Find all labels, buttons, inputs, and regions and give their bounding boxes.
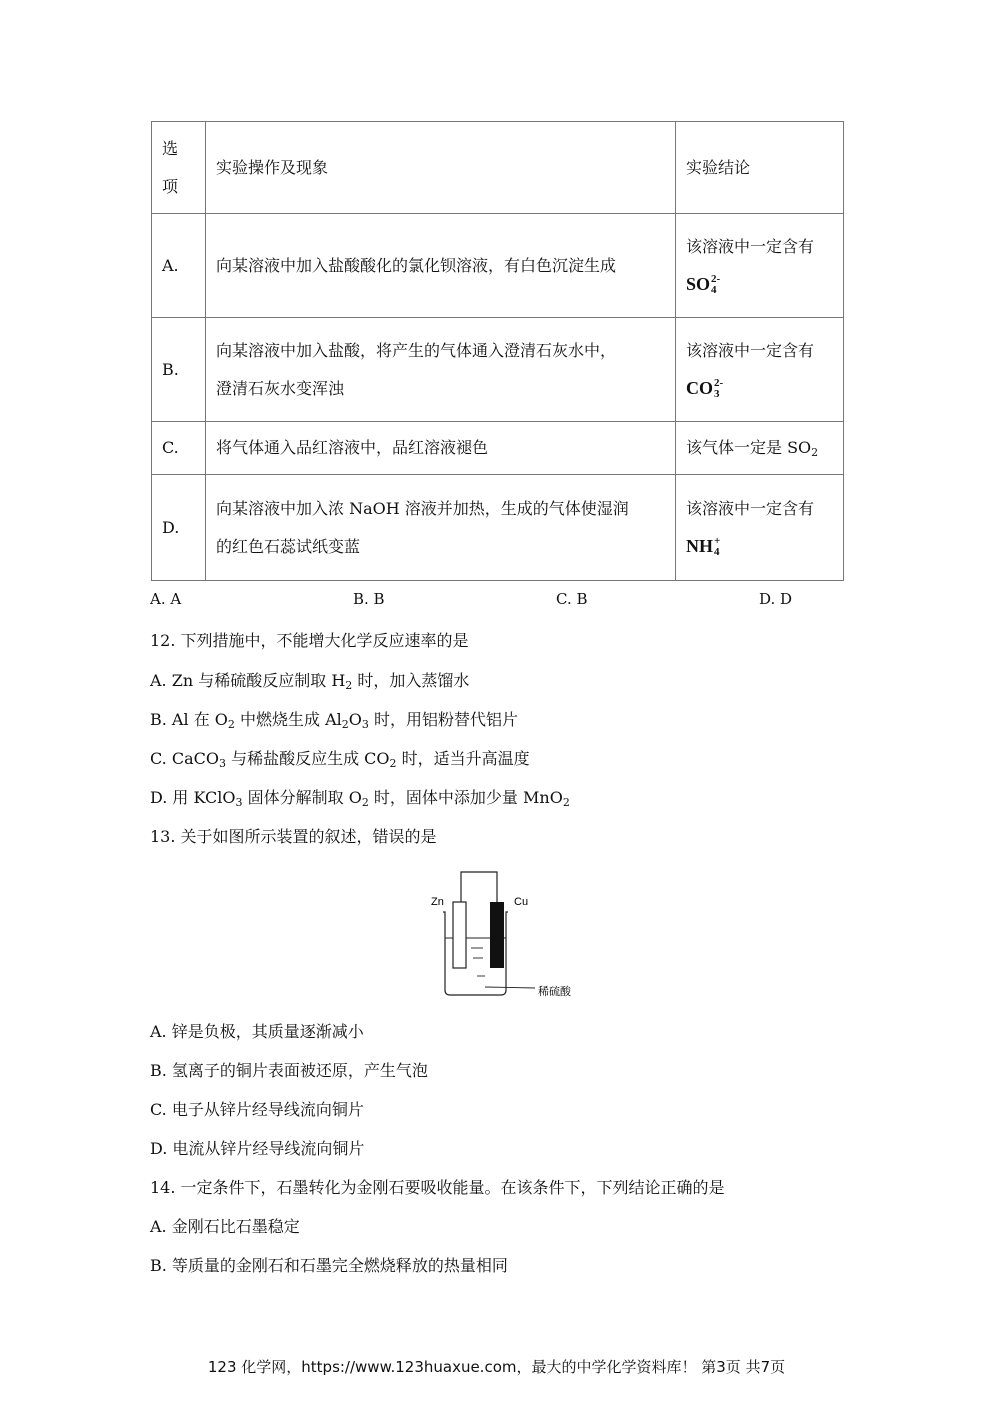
ion-charge: 2- xyxy=(711,273,721,286)
row-conclusion xyxy=(676,318,844,422)
q11-choices xyxy=(150,590,850,612)
zinc-plate-icon xyxy=(453,902,466,968)
q13-option-b: B. 氢离子的铜片表面被还原，产生气泡 xyxy=(150,1061,428,1080)
header-option-line2: 项 xyxy=(162,176,179,196)
q12-option-d: D. 用 KClO$_3$ 固体分解制取 $O_2$ 时，固体中添加少量 MnO$_2$ xyxy=(150,788,570,809)
copper-plate-icon xyxy=(490,902,504,968)
row-operation xyxy=(206,475,676,581)
table-row xyxy=(152,475,844,581)
q14-stem: 14. 一定条件下，石墨转化为金刚石要吸收能量。在该条件下，下列结论正确的是 xyxy=(150,1178,725,1197)
sulfate-ion xyxy=(686,267,720,301)
operation-line2: 澄清石灰水变浑浊 xyxy=(216,378,345,398)
table-row xyxy=(152,422,844,475)
ion-charge: + xyxy=(714,535,721,548)
row-operation: 将气体通入品红溶液中，品红溶液褪色 xyxy=(206,422,676,475)
choice-d: D. D xyxy=(759,590,793,608)
operation-line1: 向某溶液中加入浓 NaOH 溶液并加热，生成的气体使湿润 xyxy=(216,498,629,518)
operation-line1: 向某溶液中加入盐酸，将产生的气体通入澄清石灰水中， xyxy=(216,340,617,360)
q13-stem: 13. 关于如图所示装置的叙述，错误的是 xyxy=(150,827,437,846)
wire-icon xyxy=(461,872,497,904)
row-option: C. xyxy=(152,422,206,475)
q13-option-d: D. 电流从锌片经导线流向铜片 xyxy=(150,1139,365,1158)
header-option-line1: 选 xyxy=(162,138,179,158)
cu-label: Cu xyxy=(514,896,529,908)
q12-option-b: B. Al 在 $O_2$ 中燃烧生成 $Al_2O_3$ 时，用铝粉替代铝片 xyxy=(150,710,518,731)
zn-label: Zn xyxy=(431,896,444,908)
row-option: A. xyxy=(152,214,206,318)
operation-line2: 的红色石蕊试纸变蓝 xyxy=(216,536,361,556)
experiment-table xyxy=(151,121,844,581)
table-row xyxy=(152,214,844,318)
conclusion-text: 该溶液中一定含有 xyxy=(686,498,815,518)
q13-option-c: C. 电子从锌片经导线流向铜片 xyxy=(150,1100,364,1119)
q12-option-c: C. CaCO$_3$ 与稀盐酸反应生成 $CO_2$ 时，适当升高温度 xyxy=(150,749,530,770)
header-conclusion: 实验结论 xyxy=(676,122,844,214)
q14-option-b: B. 等质量的金刚石和石墨完全燃烧释放的热量相同 xyxy=(150,1256,508,1275)
ion-subscript: 4 xyxy=(714,546,720,559)
ion-base: SO xyxy=(686,273,711,294)
row-option: D. xyxy=(152,475,206,581)
table-row xyxy=(152,318,844,422)
conclusion-text: 该溶液中一定含有 xyxy=(686,236,815,256)
conclusion-text: 该溶液中一定含有 xyxy=(686,340,815,360)
ammonium-ion xyxy=(686,529,720,563)
acid-label: 稀硫酸 xyxy=(538,985,571,998)
choice-b: B. B xyxy=(353,590,385,608)
ion-subscript: 4 xyxy=(711,284,717,297)
row-operation xyxy=(206,318,676,422)
header-option xyxy=(152,122,206,214)
q13-option-a: A. 锌是负极，其质量逐渐减小 xyxy=(150,1022,364,1041)
q12-option-a: A. Zn 与稀硫酸反应制取 $H_2$ 时，加入蒸馏水 xyxy=(150,671,470,692)
galvanic-cell-diagram xyxy=(425,862,595,1007)
q14-option-a: A. 金刚石比石墨稳定 xyxy=(150,1217,300,1236)
row-conclusion xyxy=(676,422,844,475)
ion-base: CO xyxy=(686,377,713,398)
choice-c: C. B xyxy=(556,590,588,608)
row-conclusion xyxy=(676,475,844,581)
ion-charge: 2- xyxy=(714,377,724,390)
carbonate-ion xyxy=(686,371,723,405)
ion-subscript: 3 xyxy=(714,388,720,401)
conclusion-text: 该气体一定是 SO xyxy=(686,438,812,457)
header-operation: 实验操作及现象 xyxy=(206,122,676,214)
choice-a: A. A xyxy=(150,590,182,608)
conclusion-subscript: 2 xyxy=(811,446,819,459)
table-header-row xyxy=(152,122,844,214)
row-operation: 向某溶液中加入盐酸酸化的氯化钡溶液，有白色沉淀生成 xyxy=(206,214,676,318)
ion-base: NH xyxy=(686,535,713,556)
q12-stem: 12. 下列措施中，不能增大化学反应速率的是 xyxy=(150,631,469,650)
row-conclusion xyxy=(676,214,844,318)
page-footer: 123 化学网，https://www.123huaxue.com，最大的中学化学资料库！ 第3页 共7页 xyxy=(207,1358,786,1376)
row-option: B. xyxy=(152,318,206,422)
